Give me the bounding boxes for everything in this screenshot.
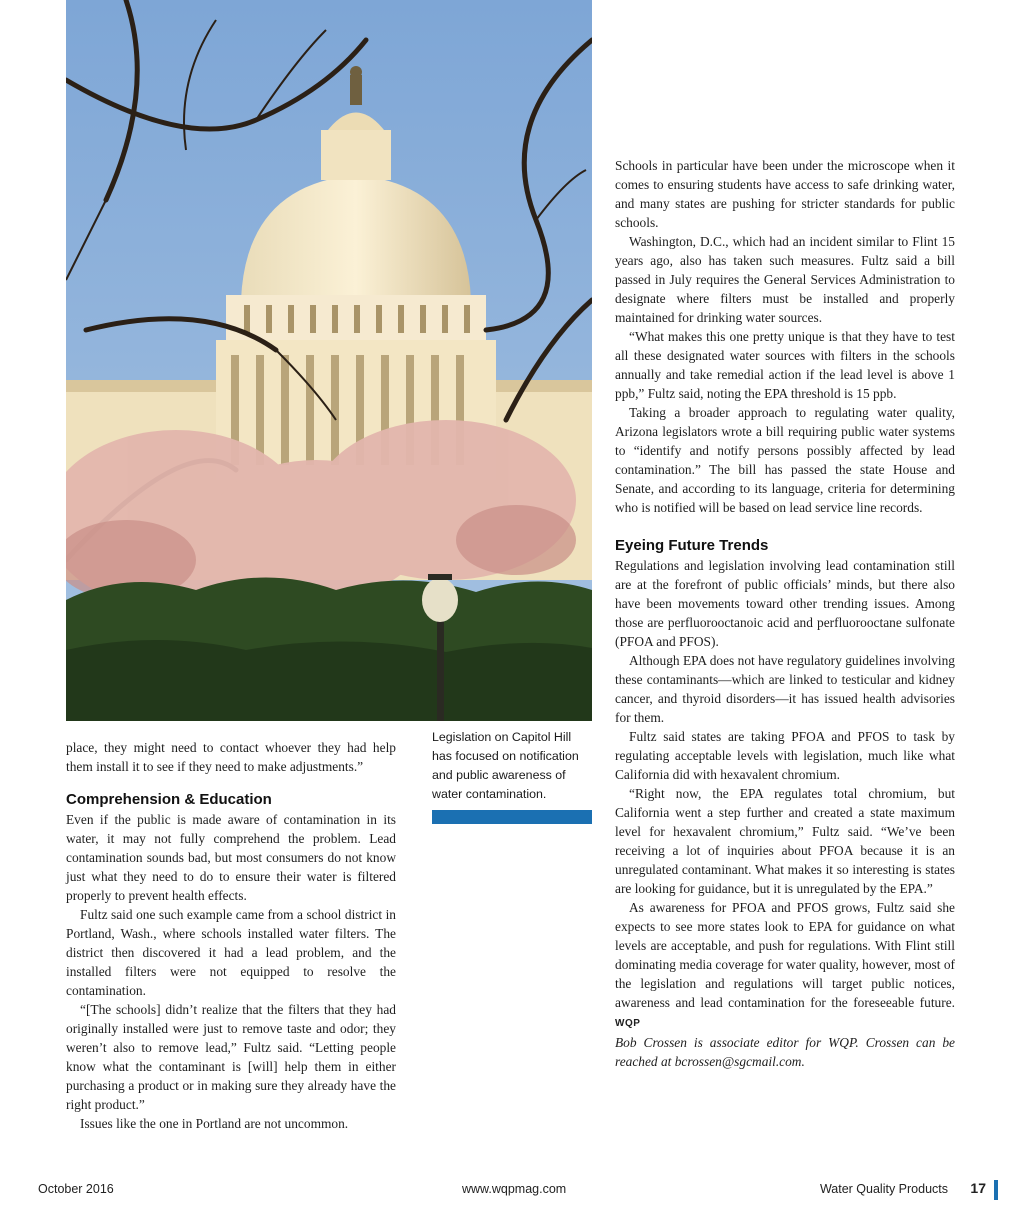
right-paragraph-4: Taking a broader approach to regulating water quality, Arizona legislators wrote a bill requiring public water systems to “identify and notify persons possibly affected by lead contamination.” The bill has passed the state House and Senate, and according to its language, criteria for determining who is notified will be based on lead service line records. xyxy=(615,405,955,515)
right-paragraph-3: “What makes this one pretty unique is that they have to test all these designated water sources with filters in the schools annually and take remedial action if the lead level is above 1 ppb,” Fultz said, noting the EPA threshold is 15 ppb. xyxy=(615,329,955,401)
footer-website-link[interactable]: www.wqpmag.com xyxy=(462,1182,567,1196)
right-paragraph-8: “Right now, the EPA regulates total chromium, but California went a step further and created a state maximum level for hexavalent chromium,” Fultz said. “We’ve been receiving a lot of inquiries about PFOA because it is an unregulated contaminant. What makes it so interesting is states are looking for guidance, but it is unregulated by the EPA.” xyxy=(615,786,955,896)
page-number: 17 xyxy=(970,1180,986,1196)
right-paragraph-1: Schools in particular have been under the microscope when it comes to ensuring students have access to safe drinking water, and many states are pushing for stricter standards for public schools. xyxy=(615,158,955,230)
footer-date: October 2016 xyxy=(38,1182,114,1196)
right-paragraph-7: Fultz said states are taking PFOA and PFOS to task by regulating acceptable levels with legislation, much like what California did with hexavalent chromium. xyxy=(615,729,955,782)
section-heading-future-trends: Eyeing Future Trends xyxy=(615,537,769,554)
right-paragraph-6: Although EPA does not have regulatory guidelines involving these contaminants—which are linked to testicular and kidney cancer, and thyroid disorders—it has issued health advisories for them. xyxy=(615,653,955,725)
right-paragraph-5: Regulations and legislation involving lead contamination still are at the forefront of public officials’ minds, but there also have been movements toward other trending issues. Among those are perfluorooctanoic acid and perfluorooctane sulfonate (PFOA and PFOS). xyxy=(615,558,955,649)
left-text-column xyxy=(66,738,396,1133)
right-paragraph-2: Washington, D.C., which had an incident similar to Flint 15 years ago, also has taken such measures. Fultz said a bill passed in July requires the General Services Administration to designate where filters must be installed and properly maintained for drinking water sources. xyxy=(615,234,955,325)
photo-caption: Legislation on Capitol Hill has focused on notification and public awareness of water contamination. xyxy=(432,730,579,801)
right-text-column xyxy=(615,156,955,1071)
footer-publication-name: Water Quality Products xyxy=(819,1182,948,1196)
capitol-illustration xyxy=(66,0,592,721)
left-paragraph-5: Issues like the one in Portland are not uncommon. xyxy=(80,1116,349,1131)
section-heading-comprehension: Comprehension & Education xyxy=(66,791,272,808)
author-byline: Bob Crossen is associate editor for WQP. Crossen can be reached at bcrossen@sgcmail.com. xyxy=(615,1035,955,1069)
left-paragraph-4: “[The schools] didn’t realize that the filters that they had originally installed were just to remove taste and odor; they weren’t also to remove lead,” Fultz said. “Letting people know what the contaminant is [will] help them in either purchasing a product or in making sure they already have the right product.” xyxy=(66,1002,396,1112)
left-paragraph-2: Even if the public is made aware of contamination in its water, it may not fully comprehend the problem. Lead contamination sounds bad, but most consumers do not know just what they need to do to ensure their water is filtered properly to prevent health effects. xyxy=(66,812,396,903)
caption-accent-bar xyxy=(432,810,592,824)
wqp-end-mark: WQP xyxy=(615,1018,641,1029)
page-footer xyxy=(38,1180,998,1200)
right-paragraph-9-text: As awareness for PFOA and PFOS grows, Fultz said she expects to see more states look to EPA for guidance on what levels are acceptable, and push for regulations. With Flint still dominating media coverage for water quality, however, most of the legislation and regulations will target public notices, awareness and lead contamination for the foreseeable future. xyxy=(615,900,955,1010)
left-paragraph-1: place, they might need to contact whoever they had help them install it to see if they need to make adjustments.” xyxy=(66,740,396,774)
capitol-photo xyxy=(66,0,592,721)
left-paragraph-3: Fultz said one such example came from a school district in Portland, Wash., where schools installed water filters. The district then discovered it had a lead problem, and the installed filters were not equipped to resolve the contamination. xyxy=(66,907,396,998)
right-paragraph-9 xyxy=(615,898,955,1033)
footer-accent-bar xyxy=(994,1180,998,1200)
